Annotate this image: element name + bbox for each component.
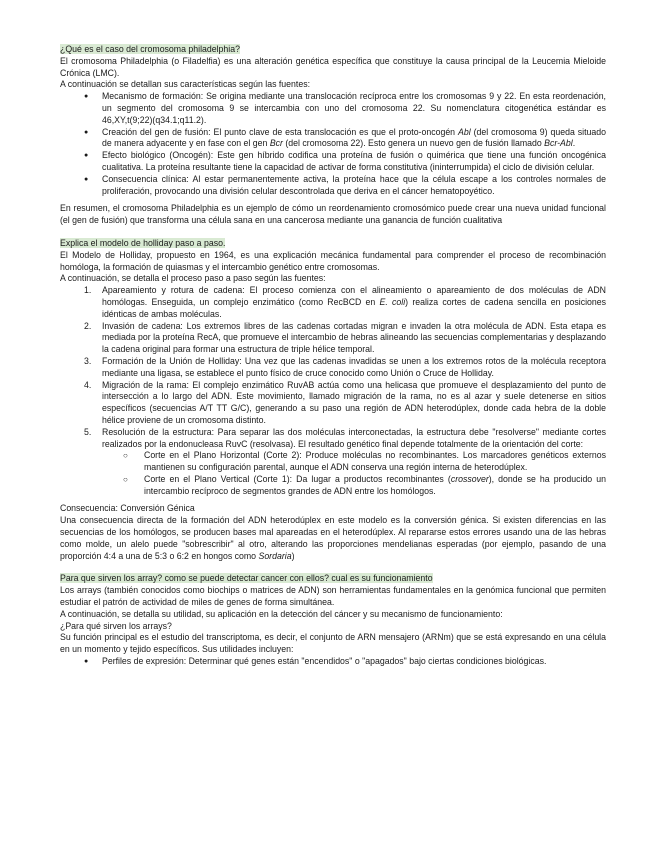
- sub-list-item: ○ Corte en el Plano Horizontal (Corte 2): Produce moléculas no recombinantes. Los marcadores genéticos externos mantienen su configuración parental, aunque el ADN conserva una región interna de heterodúplex.: [60, 450, 606, 474]
- list-item: ● Creación del gen de fusión: El punto clave de esta translocación es que el proto-oncogén Abl (del cromosoma 9) queda situado de manera adyacente y en fase con el gen Bcr (del cromosoma 22). Esto genera un nuevo gen de fusión llamado Bcr-Abl.: [60, 127, 606, 151]
- list-item: 3. Formación de la Unión de Holliday: Una vez que las cadenas invadidas se unen a los extremos rotos de la molécula receptora mediante una ligasa, se establece el punto físico de cruce conocido como Unión o Cruce de Holliday.: [84, 355, 606, 378]
- paragraph: A continuación se detallan sus características según las fuentes:: [60, 79, 311, 90]
- paragraph: A continuación, se detalla el proceso paso a paso según las fuentes:: [60, 273, 326, 284]
- document-page: [60, 44, 606, 668]
- sub-list: [102, 450, 606, 497]
- numbered-list: [60, 285, 606, 497]
- list-item: 2. Invasión de cadena: Los extremos libres de las cadenas cortadas migran e invaden la otra molécula de ADN. Esta etapa es mediada por la proteína RecA, que promueve el intercambio de hebras alineando las secuencias complementarias y desplazando la cadena original para formar una estructura de triple hélice temporal.: [84, 320, 606, 355]
- paragraph: El Modelo de Holliday, propuesto en 1964, es una explicación mecánica fundamental para comprender el proceso de recombinación homóloga, la formación de quiasmas y el intercambio genético entre cromosomas.: [60, 249, 606, 272]
- sub-list-item: ○ Corte en el Plano Vertical (Corte 1): Da lugar a productos recombinantes (crossover), donde se ha producido un intercambio recíproco de segmentos grandes de ADN entre los homólogos.: [60, 474, 606, 498]
- summary-paragraph: En resumen, el cromosoma Philadelphia es un ejemplo de cómo un reordenamiento cromosómico puede crear una nueva unidad funcional (el gen de fusión) que transforma una célula sana en una cancerosa mediante una ganancia de función cualitativa: [60, 203, 606, 226]
- section-title-arrays: Para que sirven los array? como se puede detectar cancer con ellos? cual es su funcionamiento: [60, 573, 433, 584]
- section-title-holliday: Explica el modelo de holliday paso a paso.: [60, 237, 226, 248]
- paragraph: El cromosoma Philadelphia (o Filadelfia) es una alteración genética específica que constituye la causa principal de la Leucemia Mieloide Crónica (LMC).: [60, 55, 606, 78]
- subheading-gene-conversion: Consecuencia: Conversión Génica: [60, 503, 195, 514]
- list-item: 5. Resolución de la estructura: Para separar las dos moléculas interconectadas, la estructura debe "resolverse" mediante cortes realizados por la endonucleasa RuvC (resolvasa). El resultado genético final depende totalmente de la orientación del corte: ○ Corte en el Plano Horizontal (Corte 2): Produce moléculas no recombinantes. Los marcadores genéticos externos mantienen su configuración parental, aunque el ADN conserva una región interna de heterodúplex. ○ Corte en el Plano Vertical (Corte 1): Da lugar a productos recombinantes (crossover), donde se ha producido un intercambio recíproco de segmentos grandes de ADN entre los homólogos.: [60, 427, 606, 498]
- paragraph: Una consecuencia directa de la formación del ADN heterodúplex en este modelo es la conversión génica. Si existen diferencias en las secuencias de los homólogos, se producen bases mal apareadas en el heterodúplex. Al repararse estos errores usando una de las hebras como molde, un alelo puede "sobrescribir" al otro, alterando las proporciones mendelianas esperadas (por ejemplo, pasando de una proporción 4:4 a una de 5:3 o 6:2 en hongos como Sordaria): [60, 515, 606, 561]
- list-item: 4. Migración de la rama: El complejo enzimático RuvAB actúa como una helicasa que promueve el desplazamiento del punto de intersección a lo largo del ADN. Este movimiento, llamado migración de la rama, no es al azar y suele detenerse en sitios específicos (secuencias A/T TT G/C), generando a su paso una región de ADN heterodúplex, donde cada hebra de la doble hélice proviene de un cromosoma distinto.: [84, 379, 606, 425]
- list-item: ● Perfiles de expresión: Determinar qué genes están "encendidos" o "apagados" bajo ciertas condiciones biológicas.: [60, 656, 606, 668]
- section-title-philadelphia: ¿Qué es el caso del cromosoma philadelphia?: [60, 44, 240, 54]
- subheading-question: ¿Para qué sirven los arrays?: [60, 620, 172, 631]
- bullet-list: [60, 91, 606, 197]
- paragraph: A continuación, se detalla su utilidad, su aplicación en la detección del cáncer y su mecanismo de funcionamiento:: [60, 608, 503, 619]
- paragraph: Su función principal es el estudio del transcriptoma, es decir, el conjunto de ARN mensajero (ARNm) que se está expresando en una célula en un momento y tejido específicos. Sus utilidades incluyen:: [60, 632, 606, 655]
- bullet-list: [60, 656, 606, 668]
- paragraph: Los arrays (también conocidos como biochips o matrices de ADN) son herramientas fundamentales en la genómica funcional que permiten estudiar el patrón de actividad de miles de genes de forma simultánea.: [60, 585, 606, 608]
- list-item: ● Mecanismo de formación: Se origina mediante una translocación recíproca entre los cromosomas 9 y 22. En esta reordenación, un segmento del cromosoma 9 se intercambia con uno del cromosoma 22. Su nomenclatura citogenética estándar es 46,XY,t(9;22)(q34.1;q11.2).: [60, 91, 606, 126]
- list-item: ● Efecto biológico (Oncogén): Este gen híbrido codifica una proteína de fusión o quimérica que tiene una función oncogénica cualitativa. La proteína resultante tiene la capacidad de activar de forma constitutiva (ininterrumpida) el ciclo de división celular.: [60, 150, 606, 174]
- list-item: 1. Apareamiento y rotura de cadena: El proceso comienza con el alineamiento o apareamiento de dos moléculas de ADN homólogas. Enseguida, un complejo enzimático (como RecBCD en E. coli) realiza cortes de cadena sencilla en posiciones idénticas de ambas moléculas.: [84, 285, 607, 319]
- list-item: ● Consecuencia clínica: Al estar permanentemente activa, la proteína hace que la célula escape a los controles normales de proliferación, provocando una división celular descontrolada que deriva en el cáncer hematopoyético.: [60, 174, 606, 198]
